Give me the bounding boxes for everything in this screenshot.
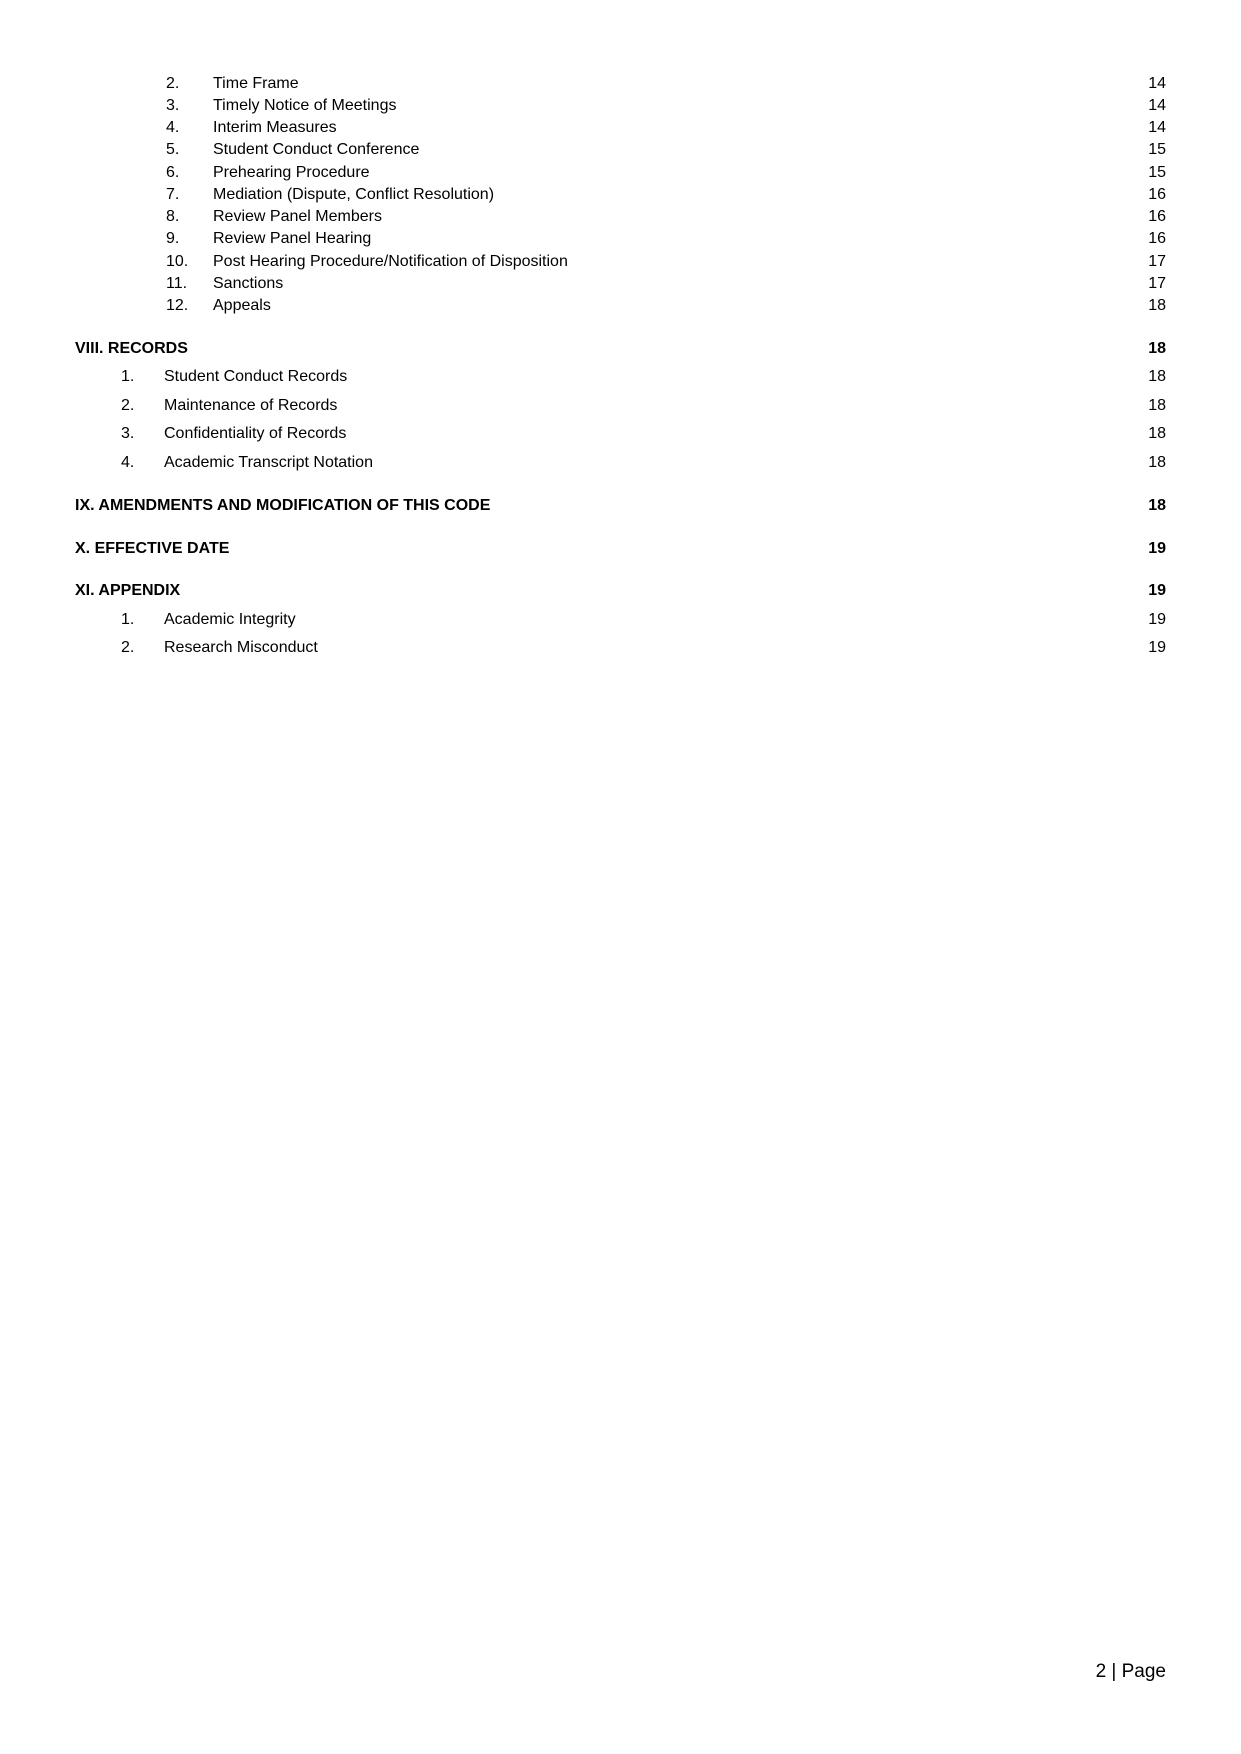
toc-entry-page: 19 — [1148, 611, 1166, 628]
toc-entry[interactable] — [0, 273, 1241, 295]
toc-section-title: X. EFFECTIVE DATE — [75, 540, 230, 557]
toc-entry-title: Academic Integrity — [164, 611, 296, 628]
toc-entry-number: 4. — [121, 454, 135, 471]
toc-entry-number: 2. — [121, 397, 135, 414]
toc-entry[interactable] — [0, 366, 1241, 388]
toc-entry-number: 3. — [166, 97, 180, 114]
toc-entry-title: Review Panel Hearing — [213, 230, 372, 247]
toc-entry[interactable] — [0, 73, 1241, 95]
toc-entry-page: 15 — [1148, 141, 1166, 158]
toc-entry-page: 18 — [1148, 397, 1166, 414]
toc-section-title: VIII. RECORDS — [75, 340, 188, 357]
toc-entry-number: 2. — [121, 639, 135, 656]
toc-entry-title: Student Conduct Records — [164, 368, 348, 385]
toc-entry-page: 16 — [1148, 186, 1166, 203]
toc-entry-number: 8. — [166, 208, 180, 225]
toc-section-page: 18 — [1148, 497, 1166, 514]
toc-section-title: IX. AMENDMENTS AND MODIFICATION OF THIS CODE — [75, 497, 491, 514]
toc-entry-number: 9. — [166, 230, 180, 247]
toc-entry[interactable] — [0, 184, 1241, 206]
toc-entry-page: 14 — [1148, 119, 1166, 136]
toc-entry-title: Confidentiality of Records — [164, 425, 347, 442]
toc-entry-title: Sanctions — [213, 275, 284, 292]
toc-entry[interactable] — [0, 609, 1241, 631]
toc-entry-title: Prehearing Procedure — [213, 164, 370, 181]
toc-entry-page: 14 — [1148, 75, 1166, 92]
toc-entry-number: 3. — [121, 425, 135, 442]
toc-entry[interactable] — [0, 139, 1241, 161]
toc-entry[interactable] — [0, 206, 1241, 228]
toc-entry-page: 18 — [1148, 454, 1166, 471]
toc-entry-page: 14 — [1148, 97, 1166, 114]
toc-entry-title: Interim Measures — [213, 119, 337, 136]
toc-entry-page: 17 — [1148, 275, 1166, 292]
toc-section-page: 18 — [1148, 340, 1166, 357]
toc-section-page: 19 — [1148, 540, 1166, 557]
toc-section-amendments[interactable] — [0, 495, 1241, 517]
toc-entry-number: 2. — [166, 75, 180, 92]
toc-entry[interactable] — [0, 423, 1241, 445]
toc-entry-title: Time Frame — [213, 75, 299, 92]
toc-entry[interactable] — [0, 162, 1241, 184]
toc-entry-title: Academic Transcript Notation — [164, 454, 373, 471]
toc-entry-number: 11. — [166, 275, 188, 292]
toc-entry[interactable] — [0, 117, 1241, 139]
toc-entry[interactable] — [0, 452, 1241, 474]
toc-entry-title: Appeals — [213, 297, 271, 314]
toc-entry-number: 1. — [121, 611, 135, 628]
toc-entry-page: 18 — [1148, 368, 1166, 385]
toc-entry-number: 6. — [166, 164, 180, 181]
toc-entry-title: Student Conduct Conference — [213, 141, 420, 158]
toc-section-title: XI. APPENDIX — [75, 582, 181, 599]
toc-entry-title: Post Hearing Procedure/Notification of Disposition — [213, 253, 568, 270]
toc-entry-page: 18 — [1148, 297, 1166, 314]
toc-section-records[interactable] — [0, 338, 1241, 360]
toc-entry-number: 7. — [166, 186, 180, 203]
page-number-footer: 2 | Page — [1095, 1661, 1166, 1682]
toc-entry-title: Review Panel Members — [213, 208, 382, 225]
toc-entry-page: 18 — [1148, 425, 1166, 442]
toc-section-page: 19 — [1148, 582, 1166, 599]
toc-entry-title: Maintenance of Records — [164, 397, 338, 414]
toc-entry[interactable] — [0, 251, 1241, 273]
toc-entry-number: 1. — [121, 368, 135, 385]
toc-entry-number: 12. — [166, 297, 189, 314]
toc-entry-number: 10. — [166, 253, 189, 270]
toc-entry-title: Research Misconduct — [164, 639, 318, 656]
toc-entry[interactable] — [0, 295, 1241, 317]
toc-entry-page: 16 — [1148, 230, 1166, 247]
toc-entry[interactable] — [0, 637, 1241, 659]
toc-entry[interactable] — [0, 228, 1241, 250]
toc-entry-page: 19 — [1148, 639, 1166, 656]
toc-entry-number: 4. — [166, 119, 180, 136]
toc-entry-title: Timely Notice of Meetings — [213, 97, 397, 114]
toc-entry-number: 5. — [166, 141, 180, 158]
toc-entry[interactable] — [0, 395, 1241, 417]
toc-section-effective-date[interactable] — [0, 538, 1241, 560]
toc-entry-page: 15 — [1148, 164, 1166, 181]
toc-entry[interactable] — [0, 95, 1241, 117]
toc-section-appendix[interactable] — [0, 580, 1241, 602]
toc-entry-page: 17 — [1148, 253, 1166, 270]
toc-entry-title: Mediation (Dispute, Conflict Resolution) — [213, 186, 495, 203]
toc-entry-page: 16 — [1148, 208, 1166, 225]
